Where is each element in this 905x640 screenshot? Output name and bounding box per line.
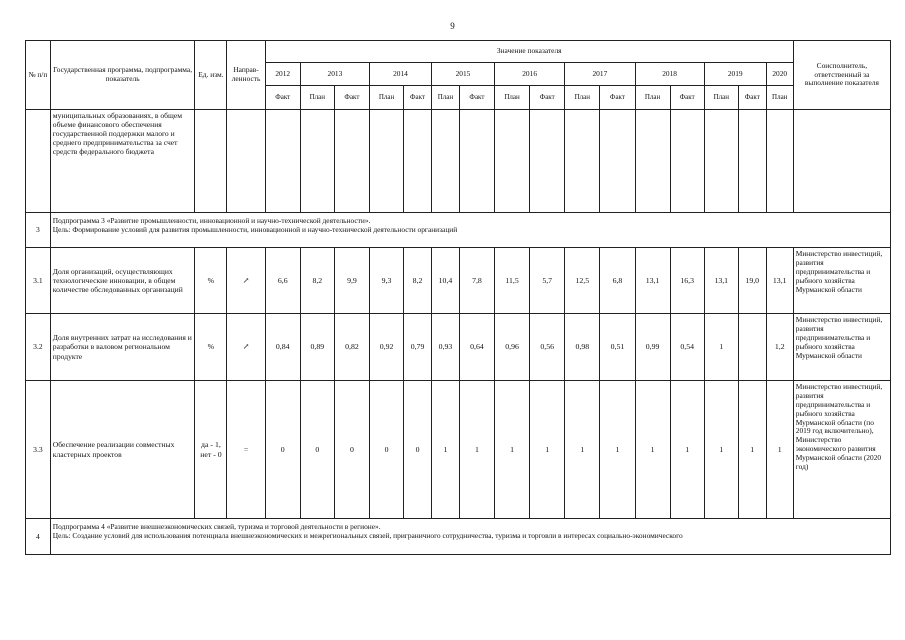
direction-equal-icon: = (227, 381, 265, 519)
value-cell (738, 314, 766, 381)
subheader-cell: План (300, 86, 334, 110)
subheader-cell: Факт (670, 86, 704, 110)
value-cell: 0,89 (300, 314, 334, 381)
indicator-name: муниципальных образованиях, в общем объеме финансового обеспечения государственной поддержки малого и среднего предпринимательства за счет средств федерального бюджета (50, 110, 195, 213)
subheader-cell: Факт (404, 86, 432, 110)
subprogram-heading: Подпрограмма 3 «Развитие промышленности, инновационной и научно-технической деятельности». (52, 216, 371, 225)
empty-cell (265, 110, 300, 213)
value-cell: 1,2 (766, 314, 793, 381)
subheader-cell: Факт (265, 86, 300, 110)
value-cell: 11,5 (495, 248, 530, 314)
value-cell: 0,82 (334, 314, 369, 381)
empty-cell (404, 110, 432, 213)
value-cell: 0,92 (370, 314, 404, 381)
value-cell: 1 (635, 381, 670, 519)
value-cell: 0,84 (265, 314, 300, 381)
value-cell: 13,1 (766, 248, 793, 314)
empty-cell (370, 110, 404, 213)
empty-cell (670, 110, 704, 213)
coexecutor-cell: Министерство инвестиций, развития предпринимательства и рыбного хозяйства Мурманской области (793, 248, 890, 314)
empty-cell (766, 110, 793, 213)
subheader-cell: План (704, 86, 738, 110)
unit-cell: % (195, 314, 227, 381)
indicator-name: Доля внутренних затрат на исследования и разработки в валовом региональном продукте (50, 314, 195, 381)
subprogram-row (26, 213, 891, 248)
value-cell: 13,1 (704, 248, 738, 314)
year-2019: 2019 (704, 63, 766, 86)
value-cell: 8,2 (404, 248, 432, 314)
table-row-3-1 (26, 248, 891, 314)
header-values: Значение показателя (265, 41, 793, 63)
subheader-cell: План (495, 86, 530, 110)
empty-cell (495, 110, 530, 213)
value-cell: 0,98 (565, 314, 600, 381)
value-cell: 1 (670, 381, 704, 519)
subprogram-heading: Подпрограмма 4 «Развитие внешнеэкономических связей, туризма и торговой деятельности в регионе». (52, 522, 381, 531)
value-cell: 1 (738, 381, 766, 519)
subprogram-title (50, 213, 890, 248)
value-cell: 0,56 (530, 314, 565, 381)
table-row-3-3 (26, 381, 891, 519)
row-number: 3.2 (26, 314, 51, 381)
value-cell: 16,3 (670, 248, 704, 314)
value-cell: 0,64 (459, 314, 494, 381)
value-cell: 1 (565, 381, 600, 519)
row-number: 3 (26, 213, 51, 248)
year-2012: 2012 (265, 63, 300, 86)
direction-up-icon: ↗ (227, 314, 265, 381)
subprogram-title (50, 519, 890, 555)
empty-cell (195, 110, 227, 213)
value-cell: 1 (495, 381, 530, 519)
value-cell: 1 (766, 381, 793, 519)
value-cell: 1 (431, 381, 459, 519)
indicator-name: Доля организаций, осуществляющих технологические инновации, в общем количестве обследованных организаций (50, 248, 195, 314)
year-2014: 2014 (370, 63, 432, 86)
value-cell: 0 (334, 381, 369, 519)
subheader-cell: Факт (530, 86, 565, 110)
value-cell: 10,4 (431, 248, 459, 314)
header-coexecutor: Соисполнитель, ответственный за выполнение показателя (793, 41, 890, 110)
header-direction: Направ-ленность (227, 41, 265, 110)
value-cell: 12,5 (565, 248, 600, 314)
header-row-1 (26, 41, 891, 63)
subheader-cell: Факт (334, 86, 369, 110)
subprogram-row (26, 519, 891, 555)
subheader-cell: План (431, 86, 459, 110)
value-cell: 9,3 (370, 248, 404, 314)
value-cell: 0,96 (495, 314, 530, 381)
year-2015: 2015 (431, 63, 494, 86)
empty-cell (704, 110, 738, 213)
empty-cell (227, 110, 265, 213)
value-cell: 0,54 (670, 314, 704, 381)
value-cell: 13,1 (635, 248, 670, 314)
coexecutor-cell: Министерство инвестиций, развития предпринимательства и рыбного хозяйства Мурманской области (по 2019 год включительно), Министерство экономического развития Мурманской области (2020 год) (793, 381, 890, 519)
value-cell: 0,51 (600, 314, 635, 381)
empty-cell (431, 110, 459, 213)
value-cell: 0,99 (635, 314, 670, 381)
value-cell: 6,6 (265, 248, 300, 314)
indicator-table (25, 40, 891, 555)
subheader-cell: Факт (459, 86, 494, 110)
value-cell: 0,93 (431, 314, 459, 381)
subheader-cell: Факт (600, 86, 635, 110)
value-cell: 1 (704, 314, 738, 381)
subprogram-goal: Цель: Создание условий для использования потенциала внешнеэкономических и межрегиональных связей, приграничного сотрудничества, туризма и торговли в интересах социально-экономического (52, 530, 683, 540)
coexecutor-cell: Министерство инвестиций, развития предпринимательства и рыбного хозяйства Мурманской области (793, 314, 890, 381)
empty-cell (635, 110, 670, 213)
empty-cell (738, 110, 766, 213)
header-number: № п/п (26, 41, 51, 110)
empty-cell (565, 110, 600, 213)
year-2013: 2013 (300, 63, 369, 86)
header-unit: Ед. изм. (195, 41, 227, 110)
table-row-continuation (26, 110, 891, 213)
indicator-name: Обеспечение реализации совместных кластерных проектов (50, 381, 195, 519)
year-2020: 2020 (766, 63, 793, 86)
subprogram-goal: Цель: Формирование условий для развития промышленности, инновационной и научно-технической деятельности организаций (52, 224, 458, 234)
unit-cell: да - 1, нет - 0 (195, 381, 227, 519)
direction-up-icon: ↗ (227, 248, 265, 314)
table-row-3-2 (26, 314, 891, 381)
row-number: 4 (26, 519, 51, 555)
subheader-cell: План (565, 86, 600, 110)
year-2018: 2018 (635, 63, 704, 86)
subheader-cell: План (370, 86, 404, 110)
subheader-cell: Факт (738, 86, 766, 110)
value-cell: 1 (530, 381, 565, 519)
empty-cell (600, 110, 635, 213)
page-number: 9 (450, 21, 455, 31)
value-cell: 8,2 (300, 248, 334, 314)
row-number: 3.3 (26, 381, 51, 519)
header-program: Государственная программа, подпрограмма, показатель (50, 41, 195, 110)
empty-cell (793, 110, 890, 213)
value-cell: 0 (265, 381, 300, 519)
empty-cell (334, 110, 369, 213)
row-number: 3.1 (26, 248, 51, 314)
value-cell: 0 (300, 381, 334, 519)
value-cell: 9,9 (334, 248, 369, 314)
year-2016: 2016 (495, 63, 565, 86)
empty-cell (530, 110, 565, 213)
subheader-cell: План (635, 86, 670, 110)
value-cell: 1 (459, 381, 494, 519)
empty-cell (459, 110, 494, 213)
value-cell: 6,8 (600, 248, 635, 314)
value-cell: 0,79 (404, 314, 432, 381)
row-number-cell (26, 110, 51, 213)
year-2017: 2017 (565, 63, 635, 86)
value-cell: 7,8 (459, 248, 494, 314)
subheader-cell: План (766, 86, 793, 110)
value-cell: 1 (704, 381, 738, 519)
value-cell: 0 (370, 381, 404, 519)
value-cell: 19,0 (738, 248, 766, 314)
empty-cell (300, 110, 334, 213)
unit-cell: % (195, 248, 227, 314)
value-cell: 0 (404, 381, 432, 519)
value-cell: 5,7 (530, 248, 565, 314)
value-cell: 1 (600, 381, 635, 519)
